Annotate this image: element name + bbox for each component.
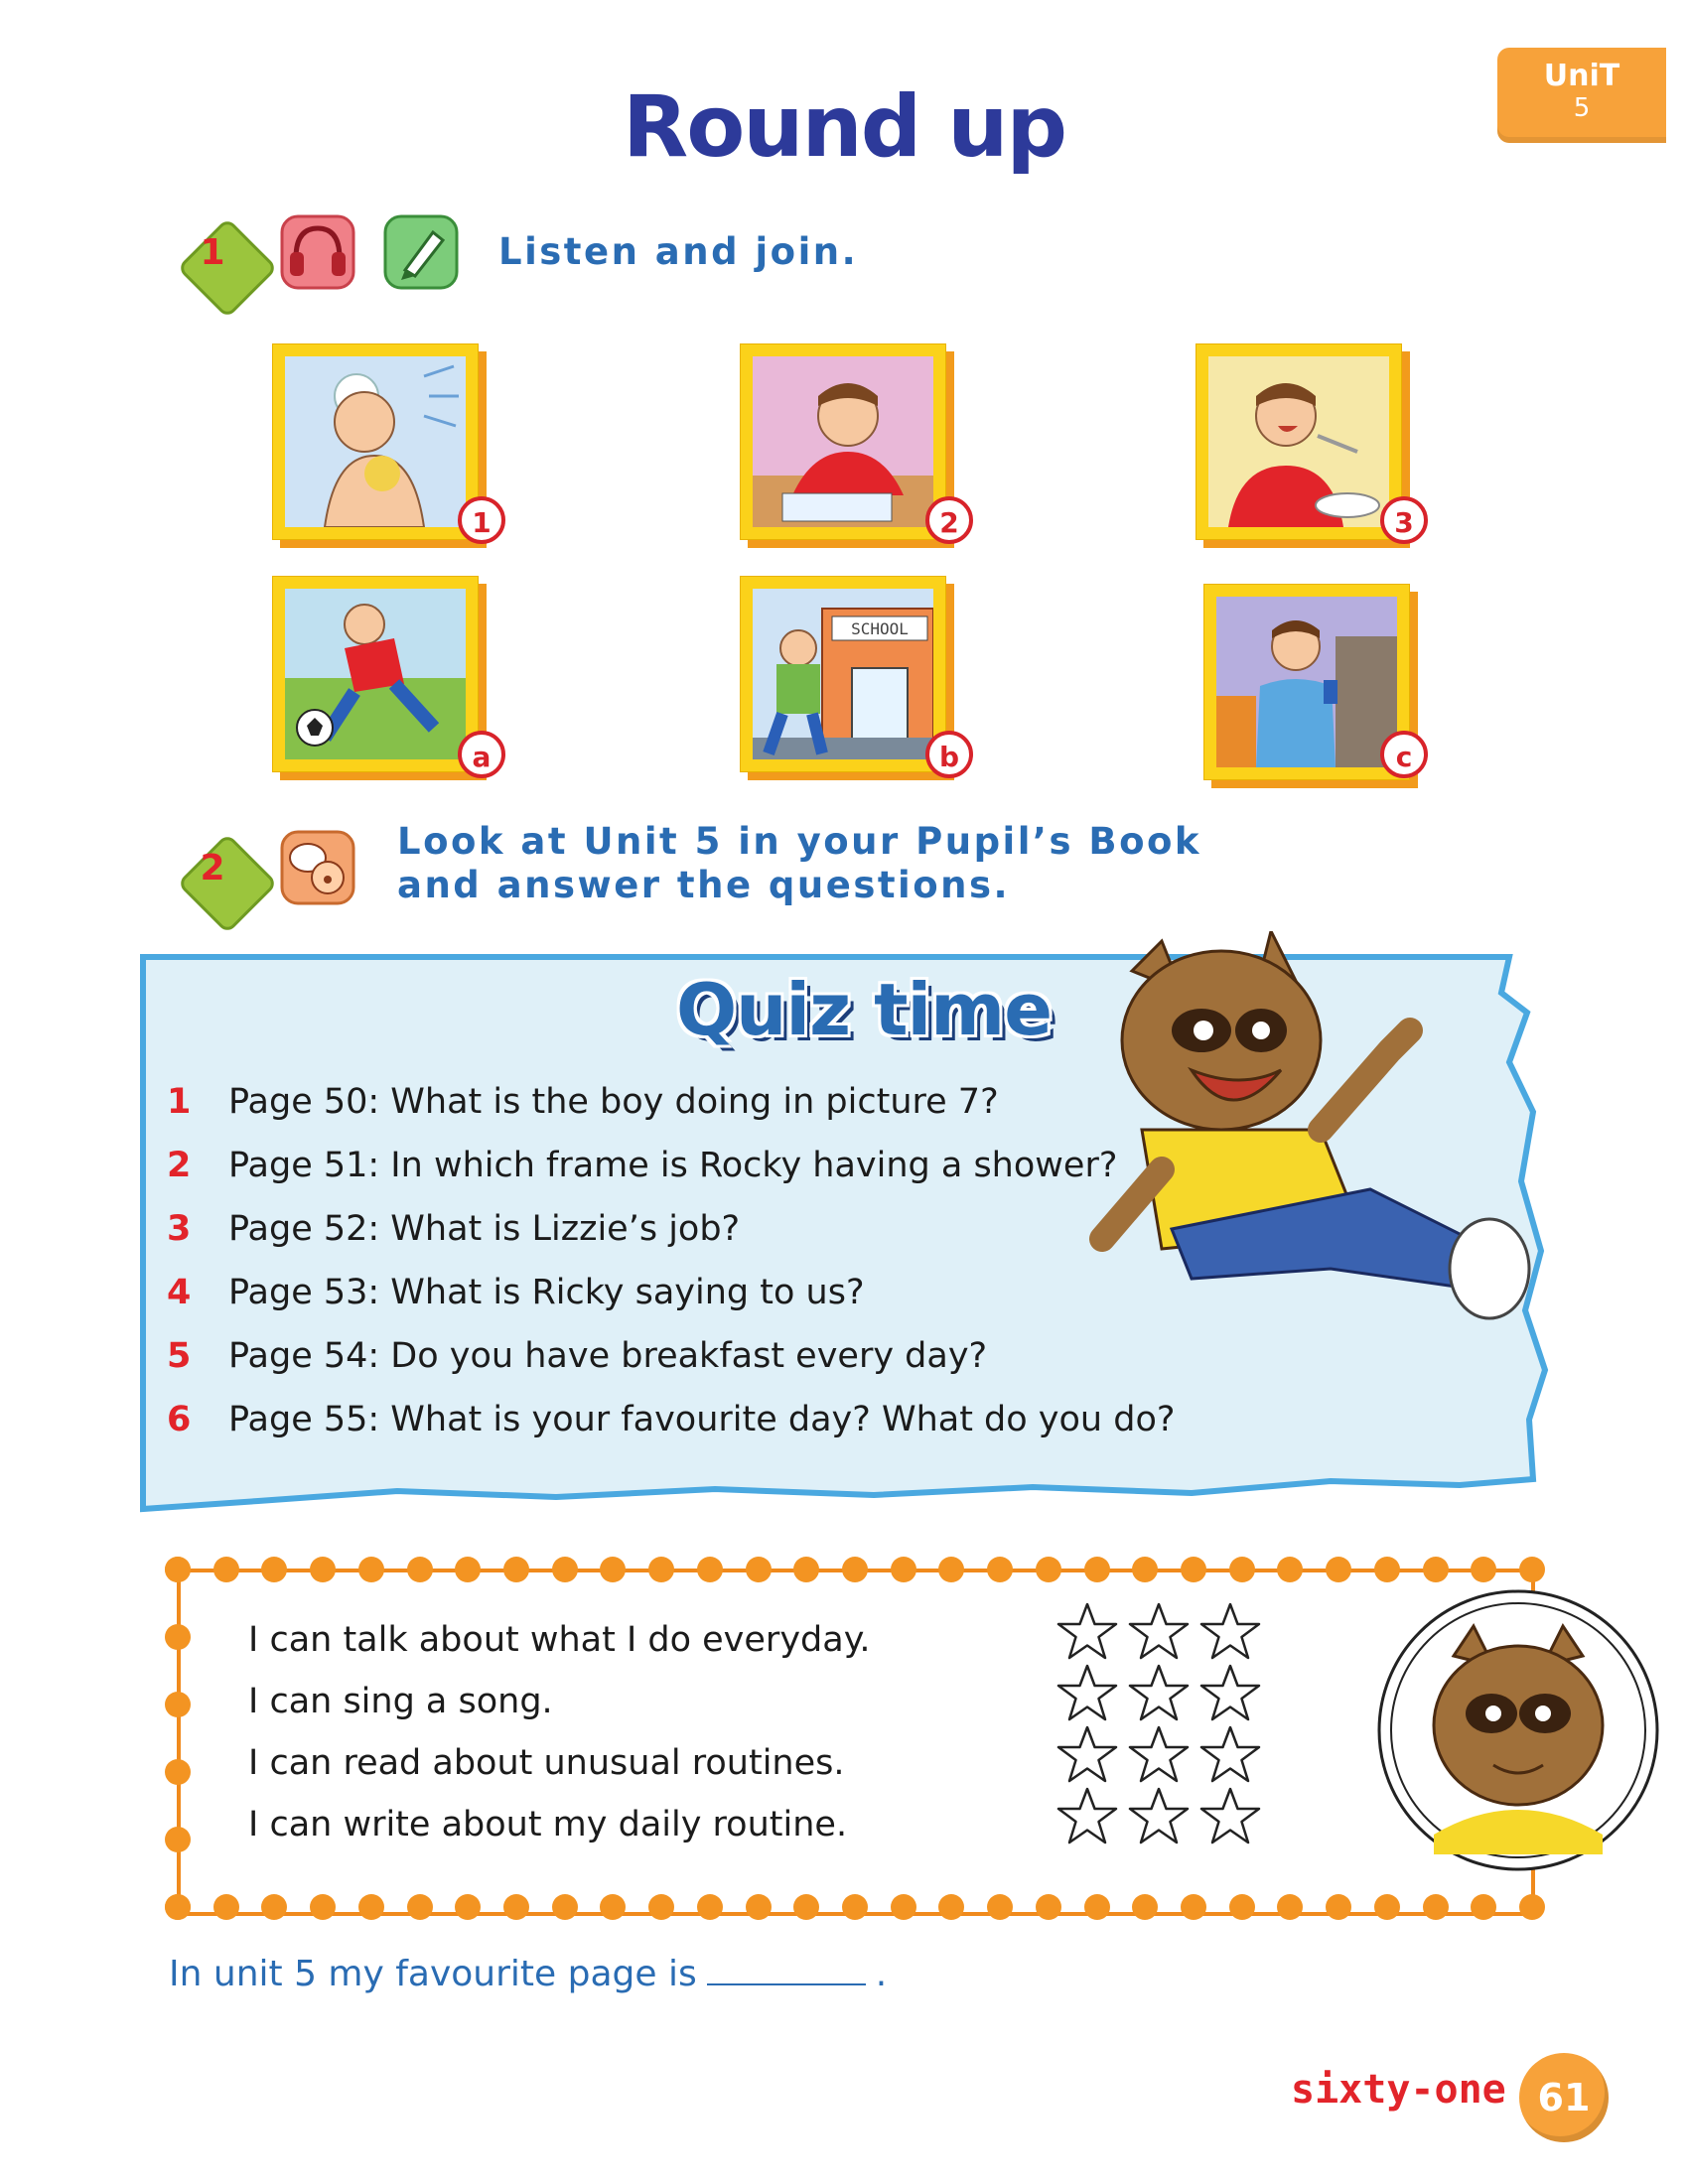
favourite-page-blank[interactable] <box>707 1954 866 1985</box>
writing-scene-illustration <box>753 356 933 527</box>
rating-star-icon[interactable] <box>1128 1602 1190 1662</box>
border-dot <box>552 1557 578 1582</box>
phone-scene-illustration <box>1216 597 1397 767</box>
border-dot <box>842 1557 868 1582</box>
quiz-question-text: Page 51: In which frame is Rocky having a shower? <box>228 1146 1118 1185</box>
rating-star-icon[interactable] <box>1056 1602 1118 1662</box>
picture-label-b: b <box>925 731 973 778</box>
border-dot <box>1374 1557 1400 1582</box>
border-dot <box>1181 1557 1206 1582</box>
border-dot <box>1229 1557 1255 1582</box>
exercise-2-instruction-line-2: and answer the questions. <box>397 864 1011 906</box>
border-dot <box>1132 1894 1158 1920</box>
raccoon-avatar-badge <box>1374 1586 1662 1874</box>
quiz-title: Quiz time <box>675 968 1053 1051</box>
border-dot <box>1036 1557 1061 1582</box>
border-dot <box>793 1557 819 1582</box>
border-dot <box>261 1557 287 1582</box>
border-dot <box>165 1557 191 1582</box>
border-dot <box>1423 1894 1449 1920</box>
can-do-statement: I can write about my daily routine. <box>248 1805 848 1844</box>
border-dot <box>165 1692 191 1717</box>
border-dot <box>1374 1894 1400 1920</box>
can-do-statement: I can sing a song. <box>248 1682 553 1721</box>
border-dot <box>938 1894 964 1920</box>
border-dot <box>310 1894 336 1920</box>
headphones-icon <box>280 214 355 290</box>
dotted-border-left <box>165 1557 191 1920</box>
quiz-question-number: 6 <box>167 1400 192 1439</box>
border-dot <box>891 1894 916 1920</box>
border-dot <box>358 1557 384 1582</box>
rating-star-icon[interactable] <box>1128 1725 1190 1785</box>
border-dot <box>310 1557 336 1582</box>
rating-star-icon[interactable] <box>1199 1725 1261 1785</box>
border-dot <box>455 1894 481 1920</box>
dotted-border-top <box>165 1557 1545 1582</box>
quiz-question-text: Page 55: What is your favourite day? What do you do? <box>228 1400 1176 1439</box>
quiz-question-text: Page 52: What is Lizzie’s job? <box>228 1209 741 1249</box>
border-dot <box>261 1894 287 1920</box>
border-dot <box>793 1894 819 1920</box>
page-number-badge: 61 <box>1519 2053 1609 2142</box>
page-title: Round up <box>622 77 1066 177</box>
quiz-question-number: 1 <box>167 1082 192 1122</box>
unit-tab-number: 5 <box>1573 93 1591 123</box>
border-dot <box>842 1894 868 1920</box>
exercise-1-instruction: Listen and join. <box>498 230 859 273</box>
rating-star-icon[interactable] <box>1056 1725 1118 1785</box>
border-dot <box>503 1894 529 1920</box>
quiz-question-number: 5 <box>167 1336 192 1376</box>
border-dot <box>600 1894 626 1920</box>
border-dot <box>1326 1894 1351 1920</box>
rating-star-icon[interactable] <box>1128 1664 1190 1723</box>
border-dot <box>165 1624 191 1650</box>
speech-bubbles-icon <box>280 830 355 905</box>
border-dot <box>1036 1894 1061 1920</box>
quiz-question-number: 2 <box>167 1146 192 1185</box>
border-dot <box>746 1894 772 1920</box>
pencil-writing-icon <box>383 214 459 290</box>
exercise-1-number: 1 <box>200 232 225 273</box>
rating-star-icon[interactable] <box>1056 1664 1118 1723</box>
rating-star-icon[interactable] <box>1199 1664 1261 1723</box>
border-dot <box>987 1557 1013 1582</box>
quiz-question-number: 4 <box>167 1273 192 1312</box>
border-dot <box>697 1894 723 1920</box>
border-dot <box>165 1894 191 1920</box>
rating-star-icon[interactable] <box>1199 1787 1261 1846</box>
exercise-2-number: 2 <box>200 848 225 888</box>
border-dot <box>1229 1894 1255 1920</box>
favourite-page-end: . <box>875 1954 888 1994</box>
quiz-question-text: Page 54: Do you have breakfast every day? <box>228 1336 988 1376</box>
can-do-statement: I can read about unusual routines. <box>248 1743 845 1783</box>
border-dot <box>648 1894 674 1920</box>
rating-star-icon[interactable] <box>1128 1787 1190 1846</box>
picture-b-school <box>740 576 946 772</box>
border-dot <box>648 1557 674 1582</box>
border-dot <box>213 1894 239 1920</box>
picture-a-football <box>272 576 479 772</box>
border-dot <box>1471 1894 1496 1920</box>
border-dot <box>1519 1894 1545 1920</box>
picture-label-a: a <box>458 731 505 778</box>
border-dot <box>1277 1557 1303 1582</box>
favourite-page-sentence <box>169 1954 887 1994</box>
border-dot <box>213 1557 239 1582</box>
border-dot <box>165 1759 191 1785</box>
picture-label-3: 3 <box>1380 496 1428 544</box>
picture-2-writing <box>740 343 946 540</box>
picture-c-phone <box>1203 584 1410 780</box>
quiz-question-text: Page 50: What is the boy doing in picture 7? <box>228 1082 999 1122</box>
border-dot <box>1423 1557 1449 1582</box>
border-dot <box>1519 1557 1545 1582</box>
border-dot <box>503 1557 529 1582</box>
picture-1-shower <box>272 343 479 540</box>
border-dot <box>358 1894 384 1920</box>
border-dot <box>746 1557 772 1582</box>
border-dot <box>407 1894 433 1920</box>
border-dot <box>891 1557 916 1582</box>
border-dot <box>600 1557 626 1582</box>
border-dot <box>1132 1557 1158 1582</box>
rating-star-icon[interactable] <box>1056 1787 1118 1846</box>
page-number-word: sixty-one <box>1291 2067 1506 2113</box>
eating-scene-illustration <box>1208 356 1389 527</box>
border-dot <box>455 1557 481 1582</box>
border-dot <box>1277 1894 1303 1920</box>
picture-label-2: 2 <box>925 496 973 544</box>
school-scene-illustration <box>753 589 933 759</box>
favourite-page-prompt: In unit 5 my favourite page is <box>169 1954 697 1994</box>
rating-star-icon[interactable] <box>1199 1602 1261 1662</box>
raccoon-mascot-illustration <box>1072 931 1549 1368</box>
border-dot <box>1084 1557 1110 1582</box>
school-sign: SCHOOL <box>851 619 909 638</box>
unit-tab-label: UniT <box>1543 59 1620 93</box>
border-dot <box>987 1894 1013 1920</box>
border-dot <box>1084 1894 1110 1920</box>
quiz-question-number: 3 <box>167 1209 192 1249</box>
border-dot <box>1326 1557 1351 1582</box>
border-dot <box>1471 1557 1496 1582</box>
border-dot <box>697 1557 723 1582</box>
picture-label-c: c <box>1380 731 1428 778</box>
border-dot <box>552 1894 578 1920</box>
dotted-border-bottom <box>165 1894 1545 1920</box>
shower-scene-illustration <box>285 356 466 527</box>
border-dot <box>407 1557 433 1582</box>
can-do-statement: I can talk about what I do everyday. <box>248 1620 871 1660</box>
quiz-question-text: Page 53: What is Ricky saying to us? <box>228 1273 865 1312</box>
border-dot <box>1181 1894 1206 1920</box>
picture-3-eating <box>1196 343 1402 540</box>
football-scene-illustration <box>285 589 466 759</box>
border-dot <box>165 1827 191 1852</box>
exercise-2-instruction-line-1: Look at Unit 5 in your Pupil’s Book <box>397 820 1202 863</box>
picture-label-1: 1 <box>458 496 505 544</box>
border-dot <box>938 1557 964 1582</box>
